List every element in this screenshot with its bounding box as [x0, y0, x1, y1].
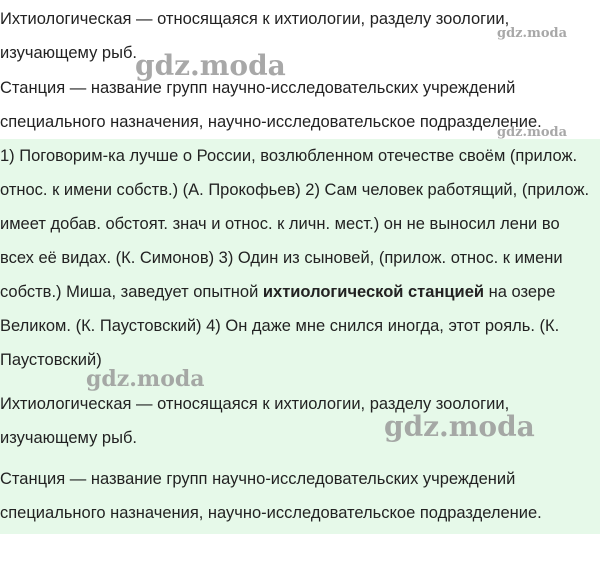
- answer-text-part1: 1) Поговорим-ка лучше о России, возлюбленном отечестве своём (прилож. относ. к имени собств.) (А. Прокофьев) 2) Сам человек работящий, (прилож. имеет добав. обстоят. знач и относ. к личн. мест.) он не выносил лени во всех её видах. (К. Симонов) 3) Один из сыновей, (прилож. относ. к имени собств.) Миша, заведует опытной: [0, 147, 590, 301]
- definition-ichthyological: Ихтиологическая — относящаяся к ихтиологии, разделу зоологии, изучающему рыб.: [0, 10, 510, 62]
- watermark: gdz.moda: [497, 125, 568, 140]
- answer-text-part2: на озере Великом. (К. Паустовский) 4) Он даже мне снился иногда, этот рояль. (К. Паустовский): [0, 283, 560, 369]
- definition-ichthyological-repeat: Ихтиологическая — относящаяся к ихтиологии, разделу зоологии, изучающему рыб.: [0, 395, 510, 447]
- watermark: gdz.moda: [497, 26, 568, 41]
- definition-station: Станция — название групп научно-исследовательских учреждений специального назначения, научно-исследовательское подразделение.: [0, 79, 542, 131]
- watermark: gdz.moda: [135, 49, 286, 82]
- answer-highlight-phrase: ихтиологической станцией: [262, 283, 485, 301]
- watermark: gdz.moda: [86, 366, 205, 392]
- watermark: gdz.moda: [384, 410, 535, 443]
- answer-text: [0, 139, 598, 377]
- definition-station-repeat: Станция — название групп научно-исследовательских учреждений специального назначения, научно-исследовательское подразделение.: [0, 470, 542, 522]
